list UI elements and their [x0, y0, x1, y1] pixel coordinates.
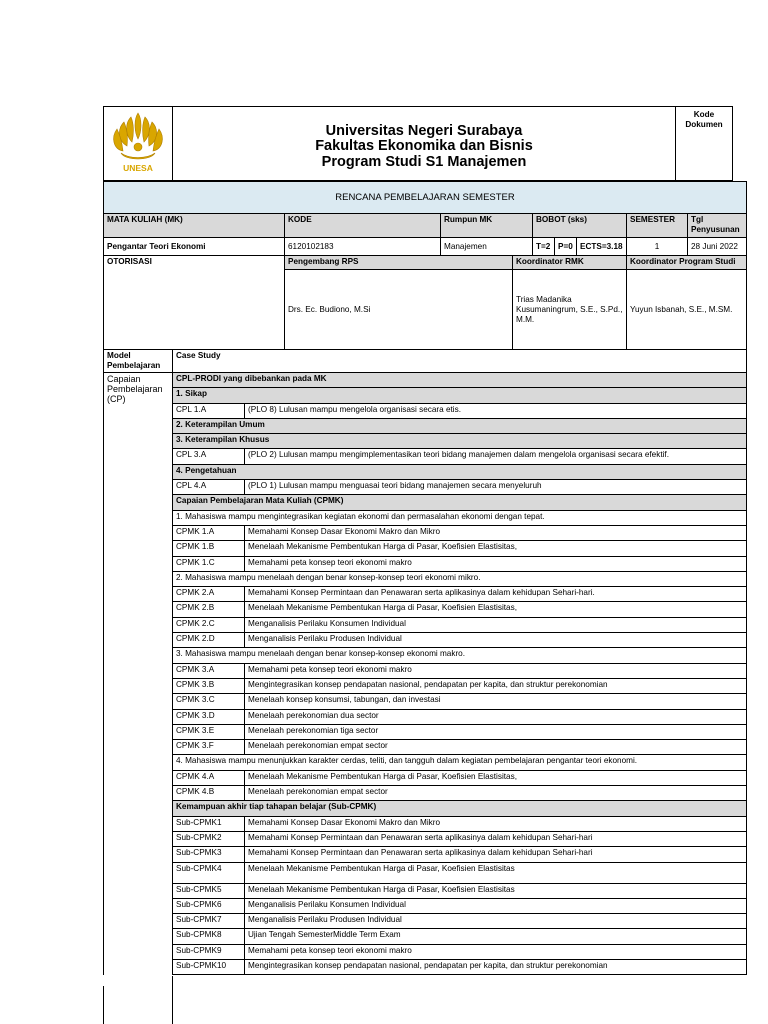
- cp-item-code: CPMK 2.C: [173, 617, 245, 632]
- cp-section-header: 1. Sikap: [173, 388, 747, 403]
- cp-item-text: Memahami Konsep Permintaan dan Penawaran serta aplikasinya dalam kehidupan Sehari-hari: [245, 847, 747, 862]
- model-value: Case Study: [173, 350, 747, 373]
- cp-item-code: CPMK 4.A: [173, 770, 245, 785]
- page-border-left: [103, 986, 104, 1024]
- logo-text: UNESA: [123, 163, 153, 173]
- cp-item-code: CPL 3.A: [173, 449, 245, 464]
- cp-item-text: Menelaah konsep konsumsi, tabungan, dan investasi: [245, 694, 747, 709]
- bobot-header: BOBOT (sks): [533, 214, 627, 238]
- document-header: [103, 106, 733, 181]
- cp-item-code: CPMK 3.F: [173, 740, 245, 755]
- cp-item-text: Menelaah perekonomian tiga sector: [245, 724, 747, 739]
- cp-section-header: 2. Keterampilan Umum: [173, 418, 747, 433]
- cp-item-text: Mengintegrasikan konsep pendapatan nasional, pendapatan per kapita, dan struktur perekonomian: [245, 959, 747, 974]
- cp-item-code: Sub-CPMK4: [173, 862, 245, 883]
- cp-item-code: CPMK 3.C: [173, 694, 245, 709]
- cpmk-group-title: 1. Mahasiswa mampu mengintegrasikan kegiatan ekonomi dan permasalahan ekonomi dengan tepat.: [173, 510, 747, 525]
- cp-section: [104, 373, 747, 975]
- cp-item-text: Memahami peta konsep teori ekonomi makro: [245, 663, 747, 678]
- course-ects: ECTS=3.18: [577, 238, 627, 256]
- cp-section-header: 4. Pengetahuan: [173, 464, 747, 479]
- cp-item-text: (PLO 8) Lulusan mampu mengelola organisasi secara etis.: [245, 403, 747, 418]
- cp-item-text: Memahami Konsep Dasar Ekonomi Makro dan Mikro: [245, 525, 747, 540]
- rumpun-header: Rumpun MK: [441, 214, 533, 238]
- cp-item-code: CPMK 3.E: [173, 724, 245, 739]
- cp-label: Capaian Pembelajaran (CP): [104, 373, 173, 975]
- cp-item-code: CPMK 2.B: [173, 602, 245, 617]
- pengembang-header: Pengembang RPS: [285, 256, 513, 270]
- kode-dokumen-label: Kode Dokumen: [685, 110, 723, 129]
- cp-item-code: Sub-CPMK10: [173, 959, 245, 974]
- cp-item-code: CPL 4.A: [173, 480, 245, 495]
- university-name: Universitas Negeri Surabaya: [325, 122, 523, 139]
- course-kode: 6120102183: [285, 238, 441, 256]
- semester-header: SEMESTER: [627, 214, 688, 238]
- course-sks-p: P=0: [555, 238, 577, 256]
- cpmk-group-title: 2. Mahasiswa mampu menelaah dengan benar konsep-konsep teori ekonomi mikro.: [173, 571, 747, 586]
- cp-item-text: Menganalisis Perilaku Konsumen Individual: [245, 617, 747, 632]
- cp-section-header: CPL-PRODI yang dibebankan pada MK: [173, 373, 747, 388]
- cp-item-code: CPMK 4.B: [173, 786, 245, 801]
- mk-header: MATA KULIAH (MK): [104, 214, 285, 238]
- cp-item-text: Menganalisis Perilaku Produsen Individual: [245, 633, 747, 648]
- cp-item-text: Menganalisis Perilaku Produsen Individual: [245, 914, 747, 929]
- tgl-header: Tgl Penyusunan: [688, 214, 747, 238]
- cpmk-group-title: 4. Mahasiswa mampu menunjukkan karakter cerdas, teliti, dan tangguh dalam kegiatan pembelajaran pengantar teori ekonomi.: [173, 755, 747, 770]
- program-name: Program Studi S1 Manajemen: [321, 153, 527, 170]
- cp-item-text: Ujian Tengah SemesterMiddle Term Exam: [245, 929, 747, 944]
- cp-item-code: CPMK 3.A: [173, 663, 245, 678]
- cp-item-text: Menelaah perekonomian dua sector: [245, 709, 747, 724]
- cp-item-code: CPMK 3.D: [173, 709, 245, 724]
- cp-item-text: Menelaah perekonomian empat sector: [245, 740, 747, 755]
- cp-item-text: Menganalisis Perilaku Konsumen Individual: [245, 898, 747, 913]
- cpmk-group-title: 3. Mahasiswa mampu menelaah dengan benar konsep-konsep ekonomi makro.: [173, 648, 747, 663]
- kode-header: KODE: [285, 214, 441, 238]
- cp-item-code: Sub-CPMK9: [173, 944, 245, 959]
- cp-item-code: Sub-CPMK7: [173, 914, 245, 929]
- cp-item-text: Menelaah Mekanisme Pembentukan Harga di Pasar, Koefisien Elastisitas: [245, 883, 747, 898]
- koordinator-prodi-name: Yuyun Isbanah, S.E., M.SM.: [627, 270, 747, 350]
- pengembang-name: Drs. Ec. Budiono, M.Si: [285, 270, 513, 350]
- model-label: Model Pembelajaran: [104, 350, 173, 373]
- cp-section-header: 3. Keterampilan Khusus: [173, 434, 747, 449]
- cp-item-text: Memahami Konsep Dasar Ekonomi Makro dan Mikro: [245, 816, 747, 831]
- cp-item-text: Memahami Konsep Permintaan dan Penawaran serta aplikasinya dalam kehidupan Sehari-hari.: [245, 587, 747, 602]
- cp-item-code: Sub-CPMK5: [173, 883, 245, 898]
- cp-section-header: Kemampuan akhir tiap tahapan belajar (Sub-CPMK): [173, 801, 747, 816]
- cp-item-code: CPMK 1.C: [173, 556, 245, 571]
- cp-item-text: Menelaah Mekanisme Pembentukan Harga di Pasar, Koefisien Elastisitas,: [245, 770, 747, 785]
- cp-item-text: Mengintegrasikan konsep pendapatan nasional, pendapatan per kapita, dan struktur perekonomian: [245, 678, 747, 693]
- cp-item-code: CPMK 1.B: [173, 541, 245, 556]
- cp-item-text: (PLO 1) Lulusan mampu menguasai teori bidang manajemen secara menyeluruh: [245, 480, 747, 495]
- cp-item-code: Sub-CPMK8: [173, 929, 245, 944]
- cp-item-text: Menelaah Mekanisme Pembentukan Harga di Pasar, Koefisien Elastisitas: [245, 862, 747, 883]
- otorisasi-label: OTORISASI: [104, 256, 285, 350]
- page-border-inner: [172, 976, 173, 1024]
- course-semester: 1: [627, 238, 688, 256]
- cp-item-code: CPMK 2.D: [173, 633, 245, 648]
- cp-item-text: Menelaah perekonomian empat sector: [245, 786, 747, 801]
- cp-item-text: Memahami peta konsep teori ekonomi makro: [245, 944, 747, 959]
- cp-item-text: Memahami peta konsep teori ekonomi makro: [245, 556, 747, 571]
- cp-item-text: Memahami Konsep Permintaan dan Penawaran serta aplikasinya dalam kehidupan Sehari-hari: [245, 831, 747, 846]
- faculty-name: Fakultas Ekonomika dan Bisnis: [315, 138, 533, 155]
- koordinator-rmk-header: Koordinator RMK: [513, 256, 627, 270]
- institution-title: [173, 107, 676, 181]
- cp-item-code: CPMK 1.A: [173, 525, 245, 540]
- course-rumpun: Manajemen: [441, 238, 533, 256]
- cp-item-text: Menelaah Mekanisme Pembentukan Harga di Pasar, Koefisien Elastisitas,: [245, 541, 747, 556]
- cp-section-header: Capaian Pembelajaran Mata Kuliah (CPMK): [173, 495, 747, 510]
- kode-dokumen: [676, 107, 733, 181]
- logo-cell: [104, 107, 173, 181]
- course-sks-t: T=2: [533, 238, 555, 256]
- koordinator-rmk-name: Trias Madanika Kusumaningrum, S.E., S.Pd., M.M.: [513, 270, 627, 350]
- cp-item-code: CPMK 2.A: [173, 587, 245, 602]
- cp-item-code: CPL 1.A: [173, 403, 245, 418]
- unesa-logo: [107, 109, 169, 175]
- cp-item-code: Sub-CPMK6: [173, 898, 245, 913]
- course-tgl: 28 Juni 2022: [688, 238, 747, 256]
- cp-item-text: (PLO 2) Lulusan mampu mengimplementasikan teori bidang manajemen dalam mengelola organisasi secara efektif.: [245, 449, 747, 464]
- rps-document: [103, 106, 740, 975]
- cp-item-code: CPMK 3.B: [173, 678, 245, 693]
- rps-title: RENCANA PEMBELAJARAN SEMESTER: [104, 182, 747, 214]
- cp-item-code: Sub-CPMK1: [173, 816, 245, 831]
- cp-item-text: Menelaah Mekanisme Pembentukan Harga di Pasar, Koefisien Elastisitas,: [245, 602, 747, 617]
- koordinator-prodi-header: Koordinator Program Studi: [627, 256, 747, 270]
- cp-item-code: Sub-CPMK2: [173, 831, 245, 846]
- course-name: Pengantar Teori Ekonomi: [104, 238, 285, 256]
- cp-item-code: Sub-CPMK3: [173, 847, 245, 862]
- rps-main-table: [103, 181, 747, 975]
